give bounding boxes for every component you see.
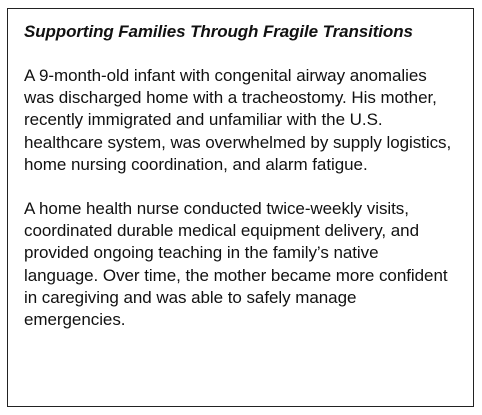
case-study-title: Supporting Families Through Fragile Transitions [24, 22, 413, 41]
case-study-paragraph-background: A 9-month-old infant with congenital airway anomalies was discharged home with a tracheostomy. His mother, recently immigrated and unfamiliar with the U.S. healthcare system, was overwhelmed by supply logistics, home nursing coordination, and alarm fatigue. [24, 66, 452, 174]
case-study-box [7, 8, 474, 407]
case-study-paragraph-intervention: A home health nurse conducted twice-weekly visits, coordinated durable medical equipment delivery, and provided ongoing teaching in the family’s native language. Over time, the mother became more confident in caregiving and was able to safely manage emergencies. [24, 199, 448, 330]
